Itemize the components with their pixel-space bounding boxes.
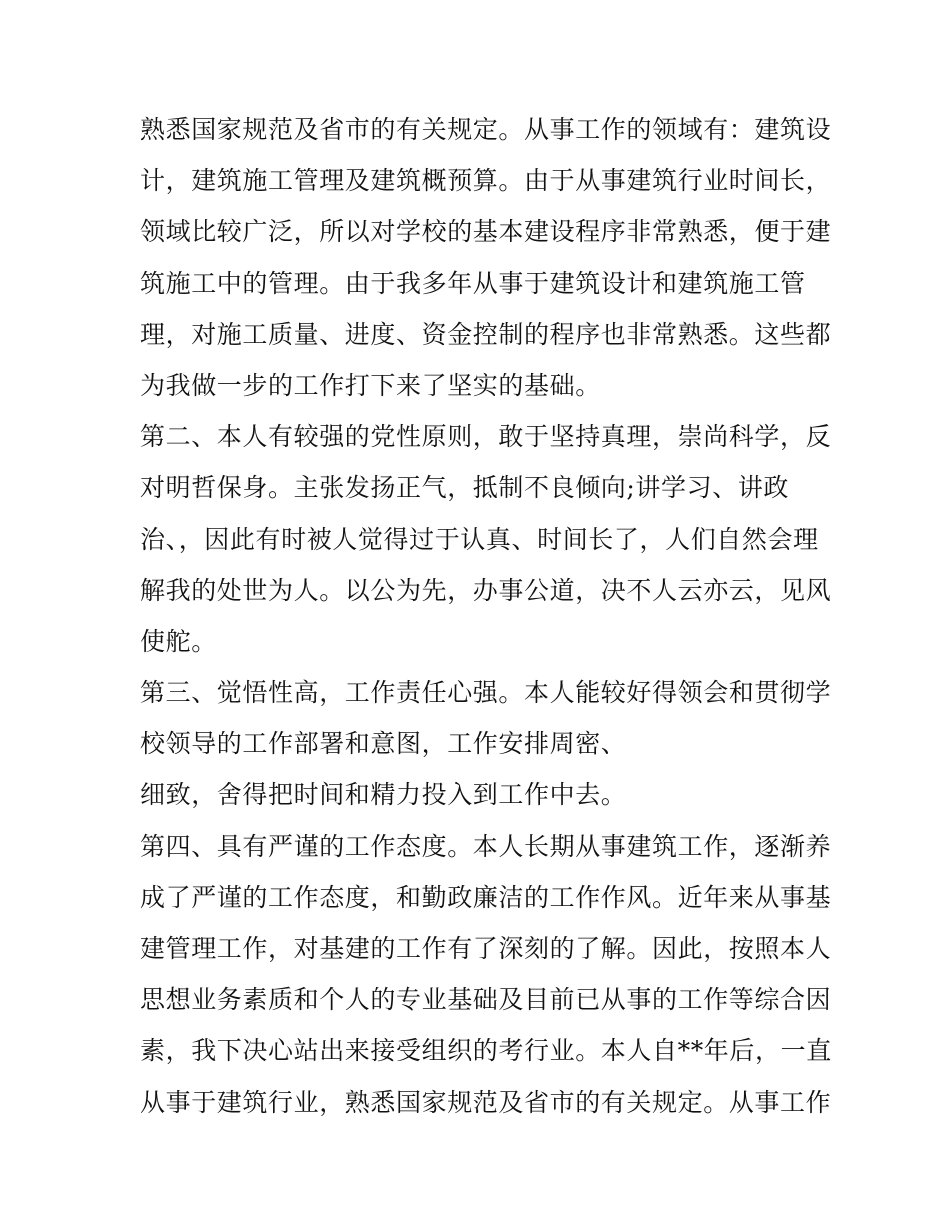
text-line: 第四、具有严谨的工作态度。本人长期从事建筑工作，逐渐养 (140, 831, 832, 861)
text-line: 计，建筑施工管理及建筑概预算。由于从事建筑行业时间长， (140, 166, 832, 196)
text-line: 治、，因此有时被人觉得过于认真、时间长了，人们自然会理 (140, 524, 819, 554)
text-line: 第二、本人有较强的党性原则，敢于坚持真理，崇尚科学，反 (140, 422, 832, 452)
text-line: 思想业务素质和个人的专业基础及目前已从事的工作等综合因 (140, 985, 832, 1015)
text-line: 对明哲保身。主张发扬正气，抵制不良倾向;讲学习、讲政 (140, 473, 790, 503)
text-line: 使舵。 (140, 626, 217, 656)
text-line: 第三、觉悟性高，工作责任心强。本人能较好得领会和贯彻学 (140, 678, 832, 708)
text-line: 熟悉国家规范及省市的有关规定。从事工作的领域有：建筑设 (140, 115, 832, 144)
text-line: 筑施工中的管理。由于我多年从事于建筑设计和建筑施工管 (140, 268, 806, 298)
text-line: 为我做一步的工作打下来了坚实的基础。 (140, 370, 601, 400)
text-line: 校领导的工作部署和意图，工作安排周密、 (140, 729, 627, 759)
text-line: 素，我下决心站出来接受组织的考行业。本人自**年后，一直 (140, 1036, 832, 1066)
text-line: 细致，舍得把时间和精力投入到工作中去。 (140, 780, 627, 810)
text-line: 成了严谨的工作态度，和勤政廉洁的工作作风。近年来从事基 (140, 882, 832, 912)
text-line: 理，对施工质量、进度、资金控制的程序也非常熟悉。这些都 (140, 319, 832, 349)
text-line: 解我的处世为人。以公为先，办事公道，决不人云亦云，见风 (140, 575, 832, 605)
text-line: 从事于建筑行业，熟悉国家规范及省市的有关规定。从事工作 (140, 1087, 832, 1117)
text-line: 领域比较广泛，所以对学校的基本建设程序非常熟悉，便于建 (140, 217, 832, 247)
text-line: 建管理工作，对基建的工作有了深刻的了解。因此，按照本人 (140, 934, 832, 963)
body-text (140, 104, 830, 1128)
